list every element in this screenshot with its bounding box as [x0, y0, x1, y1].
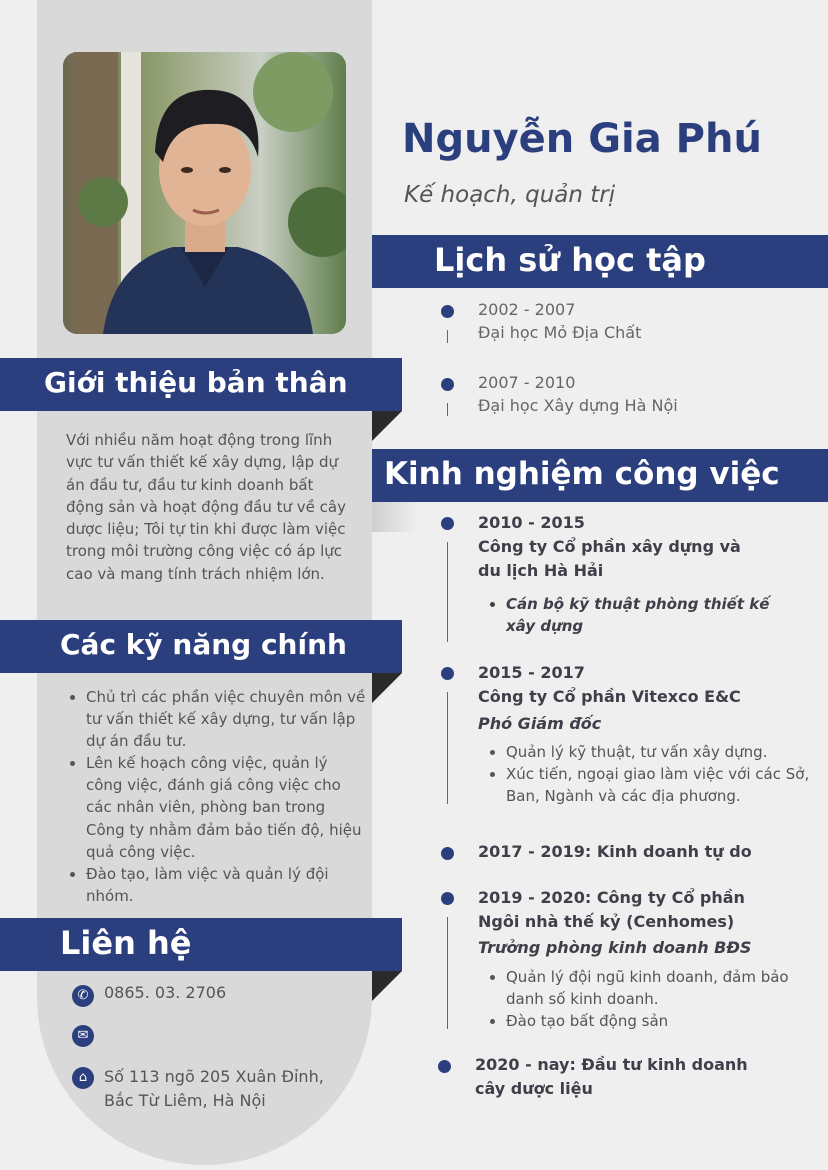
experience-company: Công ty Cổ phần Vitexco E&C: [478, 687, 741, 706]
skills-section-header: [0, 620, 402, 673]
about-title: Giới thiệu bản thân: [44, 366, 348, 399]
experience-title: Kinh nghiệm công việc: [384, 456, 780, 492]
ribbon-fold: [372, 971, 402, 1001]
profile-photo: [63, 52, 346, 334]
experience-bullet: • Cán bộ kỹ thuật phòng thiết kế xây dựng: [506, 593, 786, 637]
education-title: Lịch sử học tập: [434, 241, 706, 279]
timeline-dot: [441, 892, 454, 905]
experience-position: Trưởng phòng kinh doanh BĐS: [478, 938, 752, 957]
about-section-header: [0, 358, 402, 411]
experience-heading: 2020 - nay: Đầu tư kinh doanh cây dược liệu: [475, 1055, 748, 1098]
ribbon-fold: [372, 673, 402, 703]
timeline-dot: [441, 847, 454, 860]
timeline-line: [447, 692, 448, 804]
timeline-dot: [441, 305, 454, 318]
phone-icon: ✆: [72, 985, 94, 1007]
experience-company: Công ty Cổ phần xây dựng và du lịch Hà Hải: [478, 537, 741, 580]
skill-item: • Chủ trì các phần việc chuyên môn về tư vấn thiết kế xây dựng, tư vấn lập dự án đầu tư.: [86, 686, 368, 752]
header-shadow: [372, 502, 418, 532]
skills-list: [66, 686, 368, 907]
person-name: Nguyễn Gia Phú: [402, 116, 762, 162]
education-school: Đại học Xây dựng Hà Nội: [478, 396, 678, 415]
contact-phone: 0865. 03. 2706: [104, 983, 227, 1002]
timeline-line: [447, 330, 448, 343]
timeline-line: [447, 917, 448, 1029]
experience-bullet: • Xúc tiến, ngoại giao làm việc với các Sở, Ban, Ngành và các địa phương.: [506, 763, 826, 807]
experience-years: 2010 - 2015: [478, 513, 585, 532]
skills-title: Các kỹ năng chính: [60, 628, 347, 661]
experience-section-header: [372, 449, 828, 502]
mail-icon: ✉: [72, 1025, 94, 1047]
home-icon: ⌂: [72, 1067, 94, 1089]
timeline-dot: [441, 517, 454, 530]
experience-bullets: [480, 593, 786, 637]
timeline-dot: [441, 667, 454, 680]
ribbon-fold: [372, 411, 402, 441]
contact-address: Số 113 ngõ 205 Xuân Đỉnh, Bắc Từ Liêm, Hà Nội: [104, 1067, 324, 1110]
experience-bullet: • Đào tạo bất động sản: [506, 1010, 806, 1032]
experience-heading: 2019 - 2020: Công ty Cổ phần Ngôi nhà thế kỷ (Cenhomes): [478, 888, 745, 931]
experience-position: Phó Giám đốc: [478, 714, 602, 733]
timeline-dot: [438, 1060, 451, 1073]
experience-bullets: [480, 741, 826, 807]
experience-bullet: • Quản lý kỹ thuật, tư vấn xây dựng.: [506, 741, 826, 763]
experience-years: 2015 - 2017: [478, 663, 585, 682]
skill-item: • Lên kế hoạch công việc, quản lý công việc, đánh giá công việc cho các nhân viên, phòng ban trong Công ty nhằm đảm bảo tiến độ, hiệu quả công việc.: [86, 752, 368, 862]
contact-title: Liên hệ: [60, 924, 192, 962]
education-years: 2002 - 2007: [478, 300, 576, 319]
about-text: Với nhiều năm hoạt động trong lĩnh vực tư vấn thiết kế xây dựng, lập dự án đầu tư, đầu tư kinh doanh bất động sản và hoạt động đầu tư về cây dược liệu; Tôi tự tin khi được làm việc trong môi trường công việc có áp lực cao và mang tính trách nhiệm lớn.: [66, 431, 346, 583]
skill-item: • Đào tạo, làm việc và quản lý đội nhóm.: [86, 863, 368, 907]
experience-heading: 2017 - 2019: Kinh doanh tự do: [478, 842, 752, 861]
experience-bullets: [480, 966, 806, 1032]
timeline-dot: [441, 378, 454, 391]
experience-bullet: • Quản lý đội ngũ kinh doanh, đảm bảo danh số kinh doanh.: [506, 966, 806, 1010]
education-school: Đại học Mỏ Địa Chất: [478, 323, 642, 342]
education-section-header: [372, 235, 828, 288]
job-role: Kế hoạch, quản trị: [404, 182, 616, 208]
education-years: 2007 - 2010: [478, 373, 576, 392]
timeline-line: [447, 542, 448, 642]
timeline-line: [447, 403, 448, 416]
contact-section-header: [0, 918, 402, 971]
